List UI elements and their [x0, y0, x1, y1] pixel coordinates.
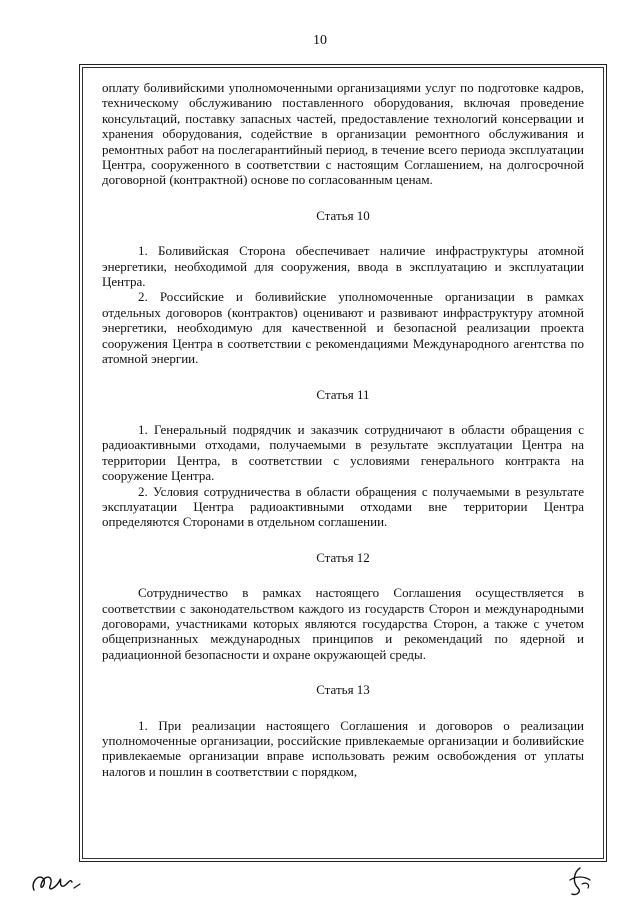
- signature-left-icon: [28, 868, 88, 898]
- article-11-paragraph-2: 2. Условия сотрудничества в области обращения с получаемыми в результате эксплуатации Центра радиоактивными отходами вне территории Центра определяются Сторонами в отдельном соглашении.: [102, 483, 584, 530]
- article-10-heading: Статья 10: [316, 207, 370, 223]
- article-11-heading: Статья 11: [316, 386, 370, 402]
- article-12-paragraph-1: Сотрудничество в рамках настоящего Соглашения осуществляется в соответствии с законодательством каждого из государств Сторон и международными договорами, участниками которых являются государства Сторон, а также с учетом общепризнанных международных принципов и рекомендаций по ядерной и радиационной безопасности и охране окружающей среды.: [102, 585, 584, 662]
- page-number: 10: [313, 33, 327, 48]
- article-10-paragraph-2: 2. Российские и боливийские уполномоченные организации в рамках отдельных договоров (контрактов) оценивают и развивают инфраструктуру атомной энергетики, необходимую для качественной и безопасной реализации проекта сооружения Центра в соответствии с рекомендациями Международного агентства по атомной энергии.: [102, 289, 584, 367]
- article-10-paragraph-1: 1. Боливийская Сторона обеспечивает наличие инфраструктуры атомной энергетики, необходимой для сооружения, ввода в эксплуатацию и эксплуатации Центра.: [102, 243, 584, 290]
- article-13-heading: Статья 13: [316, 682, 370, 698]
- article-12-heading: Статья 12: [316, 549, 370, 565]
- article-11-paragraph-1: 1. Генеральный подрядчик и заказчик сотрудничают в области обращения с радиоактивными отходами, получаемыми в результате эксплуатации Центра на территории Центра, в соответствии с условиями генерального контракта на сооружение Центра.: [102, 421, 584, 484]
- continuation-paragraph: оплату боливийскими уполномоченными организациями услуг по подготовке кадров, техническому обслуживанию поставленного оборудования, включая проведение консультаций, поставку запасных частей, предоставление технологий консервации и хранения оборудования, содействие в организации ремонтного обслуживания и ремонтных работ на послегарантийный период, в течение всего периода эксплуатации Центра, сооруженного в соответствии с настоящим Соглашением, на долгосрочной договорной (контрактной) основе по согласованным ценам.: [102, 80, 584, 188]
- document-body: [102, 80, 584, 779]
- signature-right-icon: [560, 866, 600, 900]
- article-13-paragraph-1: 1. При реализации настоящего Соглашения и договоров о реализации уполномоченные организации, российские привлекаемые организации и боливийские привлекаемые организации вправе использовать режим освобождения от уплаты налогов и пошлин в соответствии с порядком,: [102, 717, 584, 779]
